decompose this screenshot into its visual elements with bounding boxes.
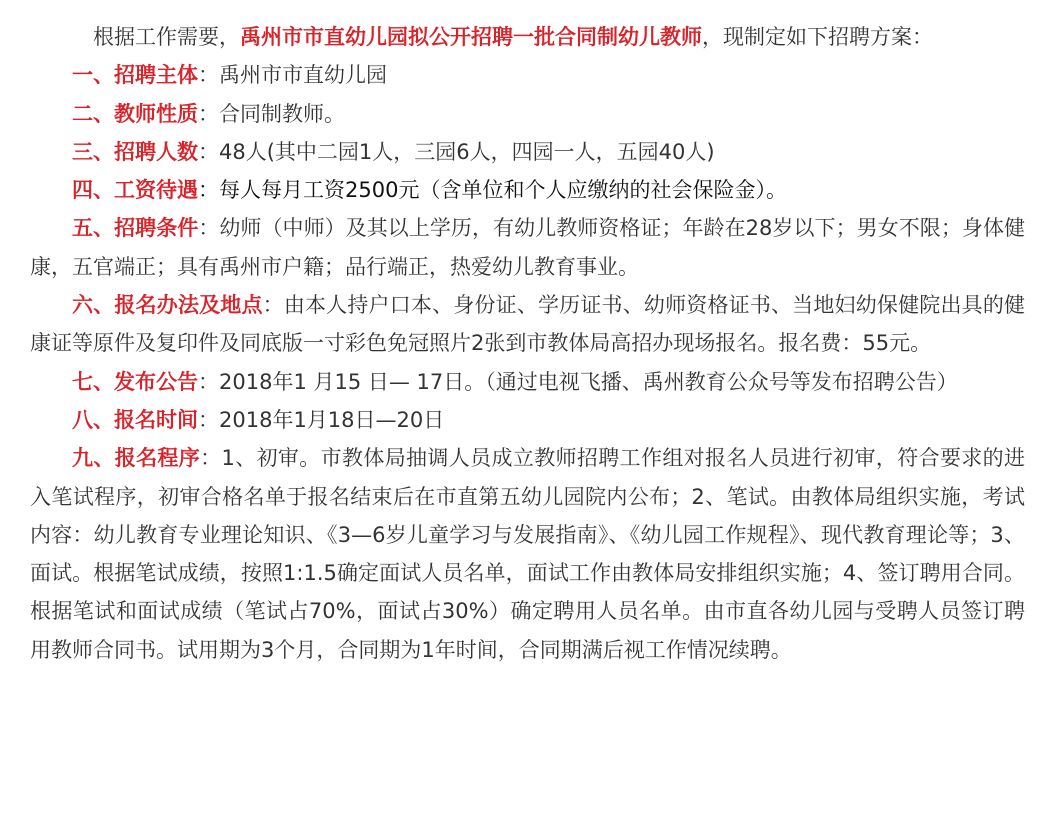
section-text: ：禹州市市直幼儿园 xyxy=(198,63,387,88)
section-text: ：1、初审。市教体局抽调人员成立教师招聘工作组对报名人员进行初审，符合要求的进入笔试程序，初审合格名单于报名结束后在市直第五幼儿园院内公布；2、笔试。由教体局组织实施，考试内容：幼儿教育专业理论知识、《3—6岁儿童学习与发展指南》、《幼儿园工作规程》、现代教育理论等；3、面试。根据笔试成绩，按照1:1.5确定面试人员名单，面试工作由教体局安排组织实施；4、签订聘用合同。根据笔试和面试成绩（笔试占70%，面试占30%）确定聘用人员名单。由市直各幼儿园与受聘人员签订聘用教师合同书。试用期为3个月，合同期为1年时间，合同期满后视工作情况续聘。 xyxy=(30,446,1026,662)
section-heading: 九、报名程序 xyxy=(72,446,201,471)
section-text: ：幼师（中师）及其以上学历，有幼儿教师资格证；年龄在28岁以下；男女不限；身体健康，五官端正；具有禹州市户籍；品行端正，热爱幼儿教育事业。 xyxy=(30,216,1026,279)
intro-highlight-text: 禹州市市直幼儿园拟公开招聘一批合同制幼儿教师 xyxy=(240,25,702,49)
section-heading: 一、招聘主体 xyxy=(72,63,198,88)
section-heading: 四、工资待遇 xyxy=(72,178,198,203)
section-heading: 五、招聘条件 xyxy=(72,216,199,241)
section-registration-procedure xyxy=(30,439,1025,669)
section-text: ：48人(其中二园1人，三园6人，四园一人，五园40人) xyxy=(198,139,715,164)
section-registration-time xyxy=(30,401,1025,439)
section-headcount xyxy=(30,133,1025,171)
section-text: ：由本人持户口本、身份证、学历证书、幼师资格证书、当地妇幼保健院出具的健康证等原件及复印件及同底版一寸彩色免冠照片2张到市教体局高招办现场报名。报名费：55元。 xyxy=(30,293,1026,356)
intro-paragraph xyxy=(30,18,1025,56)
section-salary xyxy=(30,171,1025,209)
intro-post-text: ，现制定如下招聘方案： xyxy=(702,25,933,49)
section-text: ：合同制教师。 xyxy=(198,101,345,126)
section-recruiting-body xyxy=(30,56,1025,94)
intro-pre-text: 根据工作需要， xyxy=(93,25,240,49)
section-heading: 七、发布公告 xyxy=(72,369,198,394)
section-heading: 八、报名时间 xyxy=(72,407,198,432)
section-text: ：每人每月工资2500元（含单位和个人应缴纳的社会保险金）。 xyxy=(198,178,787,203)
section-registration-method xyxy=(30,286,1025,363)
section-requirements xyxy=(30,209,1025,286)
section-heading: 二、教师性质 xyxy=(72,101,198,126)
section-heading: 六、报名办法及地点 xyxy=(72,293,263,318)
section-text: ：2018年1月18日—20日 xyxy=(198,407,445,432)
section-teacher-type xyxy=(30,95,1025,133)
section-heading: 三、招聘人数 xyxy=(72,139,198,164)
section-text: ：2018年1 月15 日— 17日。（通过电视飞播、禹州教育公众号等发布招聘公告） xyxy=(198,369,958,394)
section-announcement xyxy=(30,363,1025,401)
